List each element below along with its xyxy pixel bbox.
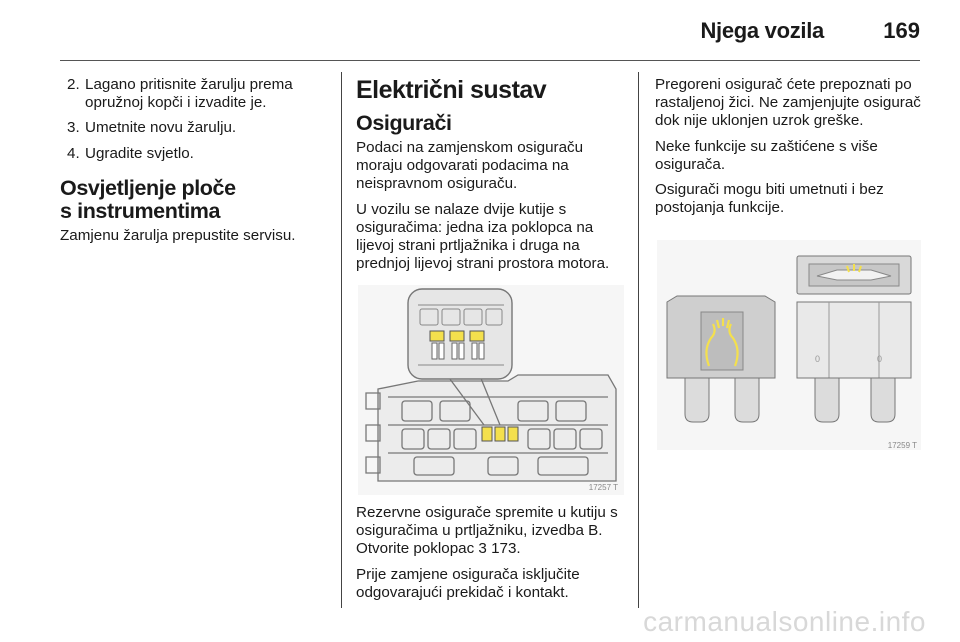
section-title-electrical-system: Električni sustav xyxy=(356,76,547,104)
figure-id-17257: 17257 T xyxy=(588,483,618,492)
column-1 xyxy=(60,76,332,252)
list-item-text: Lagano pritisnite žarulju prema opružnoj kopči i izvadite je. xyxy=(85,76,293,112)
fuse-box-drawing xyxy=(358,285,624,495)
page-header-title: Njega vozila xyxy=(700,18,824,43)
fuse-box-illustration xyxy=(358,285,624,495)
header-divider xyxy=(60,60,920,61)
fuses-paragraph-1: Podaci na zamjenskom osiguraču moraju odgovarati podacima na neispravnom osiguraču. xyxy=(356,139,584,193)
list-item-text: Umetnite novu žarulju. xyxy=(85,119,237,137)
list-item xyxy=(60,119,332,137)
list-item-number: 3. xyxy=(67,119,80,137)
list-item-text: Ugradite svjetlo. xyxy=(85,144,194,162)
svg-text:0: 0 xyxy=(815,354,821,364)
instrument-lighting-text: Zamjenu žarulja prepustite servisu. xyxy=(60,226,296,244)
column-divider-2 xyxy=(638,72,639,608)
column-2-lower xyxy=(356,504,628,609)
watermark: carmanualsonline.info xyxy=(643,606,926,637)
subsection-title-fuses: Osigurači xyxy=(356,111,452,135)
page-number: 169 xyxy=(883,18,920,43)
blown-fuse-drawing xyxy=(657,240,921,450)
column-divider-1 xyxy=(341,72,342,608)
page-reference-arrow-icon: 3 xyxy=(478,540,487,558)
list-item-number: 2. xyxy=(67,76,80,93)
column-2 xyxy=(356,76,628,280)
multiple-fuses-paragraph: Neke funkcije su zaštićene s više osigurača. xyxy=(655,137,878,173)
svg-text:0: 0 xyxy=(877,354,883,364)
heading-line-2: s instrumentima xyxy=(60,198,221,223)
section-heading-instrument-lighting xyxy=(60,177,332,223)
fuses-paragraph-2: U vozilu se nalaze dvije kutije s osiguračima: jedna iza poklopca na lijevoj strani prtljažnika i druga na prednjoj lijevoj strani prostora motora. xyxy=(356,200,610,273)
figure-id-17259: 17259 T xyxy=(887,441,917,450)
instruction-list xyxy=(60,76,332,163)
list-item-number: 4. xyxy=(67,144,80,162)
heading-line-1: Osvjetljenje ploče xyxy=(60,175,236,200)
list-item xyxy=(60,145,332,163)
column-3 xyxy=(655,76,921,224)
blown-fuse-illustration xyxy=(657,240,921,450)
blown-fuse-paragraph: Pregoreni osigurač ćete prepoznati po rastaljenoj žici. Ne zamjenjujte osigurač dok nije uklonjen uzrok greške. xyxy=(655,76,921,130)
switch-off-paragraph: Prije zamjene osigurača isključite odgovarajući prekidač i kontakt. xyxy=(356,565,580,601)
list-item xyxy=(60,76,332,112)
spare-fuses-paragraph: Rezervne osigurače spremite u kutiju s osiguračima u prtljažniku, izvedba B. Otvorite poklopac 3 173. xyxy=(356,504,618,558)
fuses-without-function-paragraph: Osigurači mogu biti umetnuti i bez postojanja funkcije. xyxy=(655,181,884,217)
